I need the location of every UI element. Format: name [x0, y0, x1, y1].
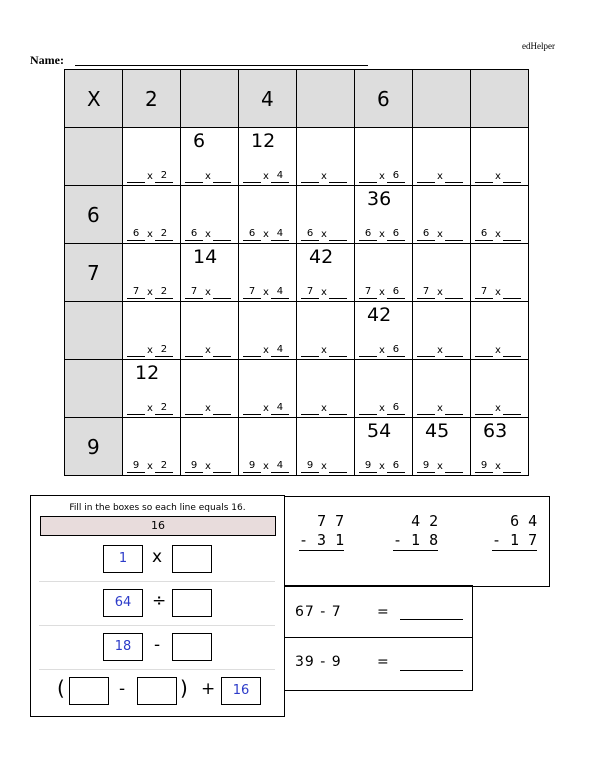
times-sign: x — [205, 171, 211, 182]
target-value: 16 — [40, 516, 276, 536]
grid-cell[interactable] — [471, 186, 529, 244]
times-sign: x — [263, 229, 269, 240]
factor-pair — [359, 460, 405, 473]
times-sign: x — [205, 287, 211, 298]
times-sign: x — [205, 345, 211, 356]
grid-cell[interactable] — [297, 244, 355, 302]
equals-sign: = — [377, 654, 389, 670]
row-header-label: 6 — [87, 202, 100, 227]
times-sign: x — [437, 345, 443, 356]
left-factor[interactable]: 6 — [417, 228, 435, 241]
row-header — [65, 244, 123, 302]
product-value: 12 — [135, 362, 160, 384]
fill-line-1 — [39, 538, 275, 582]
right-factor[interactable]: 4 — [271, 286, 289, 299]
left-factor[interactable]: 9 — [301, 460, 319, 473]
column-header[interactable] — [181, 70, 239, 128]
right-factor[interactable] — [445, 460, 463, 473]
column-header — [239, 70, 297, 128]
grid-cell[interactable] — [123, 244, 181, 302]
times-sign: x — [147, 345, 153, 356]
right-factor[interactable]: 2 — [155, 170, 173, 183]
factor-pair — [359, 170, 405, 183]
times-sign: x — [147, 403, 153, 414]
factor-pair — [359, 402, 405, 415]
row-header — [65, 418, 123, 476]
equation-panel — [284, 585, 473, 691]
factor-pair — [475, 460, 521, 473]
factor-pair — [475, 228, 521, 241]
factor-pair — [359, 228, 405, 241]
factor-pair — [359, 344, 405, 357]
grid-cell[interactable] — [239, 418, 297, 476]
answer-box[interactable]: 16 — [221, 677, 261, 705]
column-header[interactable] — [297, 70, 355, 128]
column-header-label: 6 — [377, 86, 390, 111]
grid-cell[interactable] — [123, 360, 181, 418]
column-header[interactable] — [413, 70, 471, 128]
left-factor[interactable] — [359, 344, 377, 357]
times-sign: x — [379, 345, 385, 356]
right-factor[interactable] — [329, 402, 347, 415]
factor-pair — [243, 286, 289, 299]
name-field[interactable] — [75, 65, 368, 66]
grid-cell[interactable] — [413, 186, 471, 244]
fill-line-2 — [39, 582, 275, 626]
left-factor[interactable] — [475, 402, 493, 415]
column-header — [123, 70, 181, 128]
column-header — [355, 70, 413, 128]
operator: - — [119, 679, 126, 699]
fill-instruction: Fill in the boxes so each line equals 16. — [69, 503, 246, 513]
right-factor[interactable] — [445, 402, 463, 415]
factor-pair — [185, 228, 231, 241]
column-header-label — [471, 70, 528, 127]
row-header[interactable] — [65, 360, 123, 418]
product-value: 36 — [367, 188, 392, 210]
operator: + — [201, 679, 216, 699]
factor-pair — [475, 344, 521, 357]
factor-pair — [185, 170, 231, 183]
right-factor[interactable]: 2 — [155, 460, 173, 473]
left-factor[interactable] — [301, 170, 319, 183]
right-factor[interactable] — [445, 170, 463, 183]
right-factor[interactable] — [503, 170, 521, 183]
grid-cell[interactable] — [471, 302, 529, 360]
left-factor[interactable] — [475, 344, 493, 357]
right-factor[interactable]: 6 — [387, 460, 405, 473]
right-factor[interactable]: 6 — [387, 228, 405, 241]
left-factor[interactable]: 9 — [185, 460, 203, 473]
right-factor[interactable] — [329, 286, 347, 299]
factor-pair — [243, 460, 289, 473]
times-sign: x — [147, 171, 153, 182]
grid-cell[interactable] — [123, 418, 181, 476]
grid-cell[interactable] — [123, 186, 181, 244]
times-sign: x — [495, 229, 501, 240]
equation-expression: 39 - 9 — [295, 654, 342, 670]
right-factor[interactable] — [329, 170, 347, 183]
factor-pair — [475, 170, 521, 183]
answer-box[interactable]: 1 — [103, 545, 143, 573]
left-factor[interactable]: 7 — [301, 286, 319, 299]
times-sign: x — [263, 171, 269, 182]
product-value: 54 — [367, 420, 392, 442]
column-header-label — [297, 70, 354, 127]
right-factor[interactable]: 6 — [387, 286, 405, 299]
name-label: Name: — [30, 53, 64, 67]
grid-cell[interactable] — [239, 128, 297, 186]
left-factor[interactable] — [359, 402, 377, 415]
left-factor[interactable]: 9 — [243, 460, 261, 473]
times-sign: x — [263, 345, 269, 356]
left-factor[interactable]: 9 — [475, 460, 493, 473]
times-sign: x — [437, 229, 443, 240]
right-factor[interactable] — [329, 344, 347, 357]
factor-pair — [301, 286, 347, 299]
operator: - — [154, 635, 161, 655]
right-factor[interactable]: 6 — [387, 344, 405, 357]
multiplication-grid — [64, 69, 529, 476]
left-factor[interactable] — [243, 344, 261, 357]
left-factor[interactable]: 6 — [127, 228, 145, 241]
factor-pair — [301, 344, 347, 357]
factor-pair — [185, 344, 231, 357]
grid-cell[interactable] — [355, 302, 413, 360]
factor-pair — [243, 170, 289, 183]
factor-pair — [301, 460, 347, 473]
brand-label: edHelper — [522, 41, 555, 51]
factor-pair — [359, 286, 405, 299]
times-sign: x — [263, 287, 269, 298]
right-factor[interactable] — [503, 228, 521, 241]
grid-cell[interactable] — [181, 302, 239, 360]
grid-cell[interactable] — [355, 186, 413, 244]
times-sign: x — [437, 461, 443, 472]
times-sign: x — [495, 345, 501, 356]
left-factor[interactable]: 7 — [127, 286, 145, 299]
times-sign: x — [495, 403, 501, 414]
factor-pair — [417, 286, 463, 299]
subtraction-problem — [299, 512, 344, 551]
grid-row — [65, 186, 529, 244]
times-sign: x — [321, 287, 327, 298]
right-factor[interactable]: 4 — [271, 460, 289, 473]
grid-cell[interactable] — [413, 244, 471, 302]
product-value: 42 — [367, 304, 392, 326]
product-value: 63 — [483, 420, 508, 442]
factor-pair — [417, 228, 463, 241]
factor-pair — [185, 402, 231, 415]
right-factor[interactable] — [503, 460, 521, 473]
times-sign: x — [205, 229, 211, 240]
times-sign: x — [495, 287, 501, 298]
factor-pair — [185, 460, 231, 473]
right-factor[interactable] — [213, 402, 231, 415]
right-factor[interactable] — [445, 286, 463, 299]
right-factor[interactable]: 6 — [387, 402, 405, 415]
left-factor[interactable]: 7 — [475, 286, 493, 299]
left-factor[interactable] — [185, 170, 203, 183]
subtrahend: - 1 8 — [393, 531, 439, 549]
factor-pair — [127, 170, 173, 183]
right-factor[interactable] — [445, 344, 463, 357]
times-sign: x — [147, 229, 153, 240]
grid-cell[interactable] — [123, 302, 181, 360]
factor-pair — [475, 286, 521, 299]
times-sign: x — [321, 229, 327, 240]
row-header[interactable] — [65, 302, 123, 360]
answer-box[interactable] — [172, 633, 212, 661]
left-factor[interactable] — [417, 402, 435, 415]
times-sign: x — [147, 461, 153, 472]
left-factor[interactable]: 9 — [417, 460, 435, 473]
left-factor[interactable] — [417, 170, 435, 183]
times-sign: x — [205, 461, 211, 472]
right-factor[interactable]: 4 — [271, 170, 289, 183]
equals-sign: = — [377, 604, 389, 620]
times-sign: x — [147, 287, 153, 298]
factor-pair — [127, 228, 173, 241]
factor-pair — [243, 228, 289, 241]
fill-line-4 — [39, 670, 275, 713]
left-factor[interactable]: 7 — [185, 286, 203, 299]
right-factor[interactable] — [213, 460, 231, 473]
times-sign: x — [495, 171, 501, 182]
operator: ÷ — [152, 591, 167, 611]
times-sign: x — [379, 403, 385, 414]
times-sign: x — [321, 403, 327, 414]
right-factor[interactable] — [503, 286, 521, 299]
grid-cell[interactable] — [123, 128, 181, 186]
grid-cell[interactable] — [413, 302, 471, 360]
grid-cell[interactable] — [413, 128, 471, 186]
answer-box[interactable]: 64 — [103, 589, 143, 617]
grid-row — [65, 128, 529, 186]
grid-cell[interactable] — [181, 186, 239, 244]
left-factor[interactable]: 9 — [359, 460, 377, 473]
times-sign: x — [205, 403, 211, 414]
grid-cell[interactable] — [355, 244, 413, 302]
times-sign: x — [437, 171, 443, 182]
times-sign: x — [437, 403, 443, 414]
minuend: 4 2 — [411, 512, 439, 530]
left-factor[interactable]: 7 — [417, 286, 435, 299]
subtraction-panel — [284, 496, 550, 587]
equation-expression: 67 - 7 — [295, 604, 342, 620]
right-factor[interactable]: 2 — [155, 286, 173, 299]
minuend: 7 7 — [317, 512, 345, 530]
left-factor[interactable]: 6 — [243, 228, 261, 241]
factor-pair — [127, 344, 173, 357]
factor-pair — [301, 228, 347, 241]
grid-cell[interactable] — [239, 244, 297, 302]
right-factor[interactable] — [213, 170, 231, 183]
grid-cell[interactable] — [181, 418, 239, 476]
product-value: 12 — [251, 130, 276, 152]
left-factor[interactable] — [127, 170, 145, 183]
times-sign: x — [437, 287, 443, 298]
grid-row — [65, 302, 529, 360]
row-header-label: 7 — [87, 260, 100, 285]
factor-pair — [417, 344, 463, 357]
grid-cell[interactable] — [239, 302, 297, 360]
column-header[interactable] — [471, 70, 529, 128]
left-factor[interactable] — [301, 344, 319, 357]
right-factor[interactable]: 4 — [271, 228, 289, 241]
left-factor[interactable]: 6 — [475, 228, 493, 241]
grid-cell[interactable] — [355, 418, 413, 476]
times-sign: x — [321, 345, 327, 356]
factor-pair — [127, 286, 173, 299]
close-paren: ) — [180, 676, 188, 700]
right-factor[interactable]: 4 — [271, 402, 289, 415]
grid-cell[interactable] — [297, 418, 355, 476]
left-factor[interactable]: 9 — [127, 460, 145, 473]
open-paren: ( — [57, 676, 65, 700]
fill-boxes-panel — [30, 495, 285, 717]
left-factor[interactable] — [185, 344, 203, 357]
right-factor[interactable] — [445, 228, 463, 241]
factor-pair — [417, 402, 463, 415]
left-factor[interactable] — [475, 170, 493, 183]
row-header — [65, 186, 123, 244]
right-factor[interactable] — [503, 402, 521, 415]
left-factor[interactable]: 6 — [301, 228, 319, 241]
grid-cell[interactable] — [471, 418, 529, 476]
row-header-label — [65, 302, 122, 359]
grid-row — [65, 418, 529, 476]
left-factor[interactable] — [243, 402, 261, 415]
minuend: 6 4 — [510, 512, 538, 530]
factor-pair — [243, 402, 289, 415]
product-value: 14 — [193, 246, 218, 268]
factor-pair — [301, 170, 347, 183]
product-value: 6 — [193, 130, 206, 152]
product-value: 45 — [425, 420, 450, 442]
grid-cell[interactable] — [181, 360, 239, 418]
left-factor[interactable] — [359, 170, 377, 183]
grid-cell[interactable] — [355, 360, 413, 418]
grid-cell[interactable] — [181, 244, 239, 302]
times-sign: x — [379, 461, 385, 472]
grid-cell[interactable] — [297, 186, 355, 244]
left-factor[interactable] — [301, 402, 319, 415]
answer-box[interactable] — [172, 589, 212, 617]
left-factor[interactable]: 7 — [243, 286, 261, 299]
grid-cell[interactable] — [297, 302, 355, 360]
left-factor[interactable] — [243, 170, 261, 183]
right-factor[interactable]: 4 — [271, 344, 289, 357]
left-factor[interactable] — [185, 402, 203, 415]
times-sign: x — [263, 403, 269, 414]
factor-pair — [185, 286, 231, 299]
right-factor[interactable] — [213, 228, 231, 241]
grid-cell[interactable] — [297, 128, 355, 186]
row-header[interactable] — [65, 128, 123, 186]
column-header-label: 4 — [261, 86, 274, 111]
grid-cell[interactable] — [471, 360, 529, 418]
subtrahend: - 1 7 — [492, 531, 538, 549]
grid-cell[interactable] — [471, 244, 529, 302]
fill-line-3 — [39, 626, 275, 670]
factor-pair — [127, 402, 173, 415]
subtraction-problem — [393, 512, 438, 551]
times-sign: x — [321, 171, 327, 182]
factor-pair — [243, 344, 289, 357]
grid-cell[interactable] — [297, 360, 355, 418]
right-factor[interactable] — [213, 344, 231, 357]
factor-pair — [417, 460, 463, 473]
times-sign: x — [321, 461, 327, 472]
row-header-label — [65, 360, 122, 417]
grid-cell[interactable] — [355, 128, 413, 186]
grid-cell[interactable] — [239, 360, 297, 418]
grid-row — [65, 244, 529, 302]
grid-corner — [65, 70, 123, 128]
grid-cell[interactable] — [413, 360, 471, 418]
factor-pair — [127, 460, 173, 473]
product-value: 42 — [309, 246, 334, 268]
right-factor[interactable]: 2 — [155, 228, 173, 241]
answer-line[interactable] — [400, 619, 463, 620]
answer-box[interactable] — [137, 677, 177, 705]
times-sign: x — [495, 461, 501, 472]
right-factor[interactable] — [329, 228, 347, 241]
answer-line[interactable] — [400, 670, 463, 671]
left-factor[interactable]: 6 — [185, 228, 203, 241]
answer-box[interactable]: 18 — [103, 633, 143, 661]
right-factor[interactable] — [329, 460, 347, 473]
row-header-label — [65, 128, 122, 185]
grid-row — [65, 360, 529, 418]
right-factor[interactable]: 6 — [387, 170, 405, 183]
factor-pair — [301, 402, 347, 415]
column-header-label: 2 — [145, 86, 158, 111]
left-factor[interactable]: 7 — [359, 286, 377, 299]
grid-cell[interactable] — [181, 128, 239, 186]
right-factor[interactable] — [213, 286, 231, 299]
subtrahend: - 3 1 — [299, 531, 345, 549]
corner-label: X — [87, 86, 101, 111]
right-factor[interactable]: 2 — [155, 402, 173, 415]
row-header-label: 9 — [87, 434, 100, 459]
grid-cell[interactable] — [471, 128, 529, 186]
column-header-label — [181, 70, 238, 127]
left-factor[interactable]: 6 — [359, 228, 377, 241]
left-factor[interactable] — [417, 344, 435, 357]
right-factor[interactable] — [503, 344, 521, 357]
times-sign: x — [379, 287, 385, 298]
answer-box[interactable] — [69, 677, 109, 705]
answer-box[interactable] — [172, 545, 212, 573]
factor-pair — [475, 402, 521, 415]
times-sign: x — [379, 229, 385, 240]
grid-cell[interactable] — [239, 186, 297, 244]
right-factor[interactable]: 2 — [155, 344, 173, 357]
operator: x — [152, 547, 163, 567]
times-sign: x — [379, 171, 385, 182]
left-factor[interactable] — [127, 402, 145, 415]
subtraction-problem — [492, 512, 537, 551]
times-sign: x — [263, 461, 269, 472]
factor-pair — [417, 170, 463, 183]
left-factor[interactable] — [127, 344, 145, 357]
grid-cell[interactable] — [413, 418, 471, 476]
column-header-label — [413, 70, 470, 127]
